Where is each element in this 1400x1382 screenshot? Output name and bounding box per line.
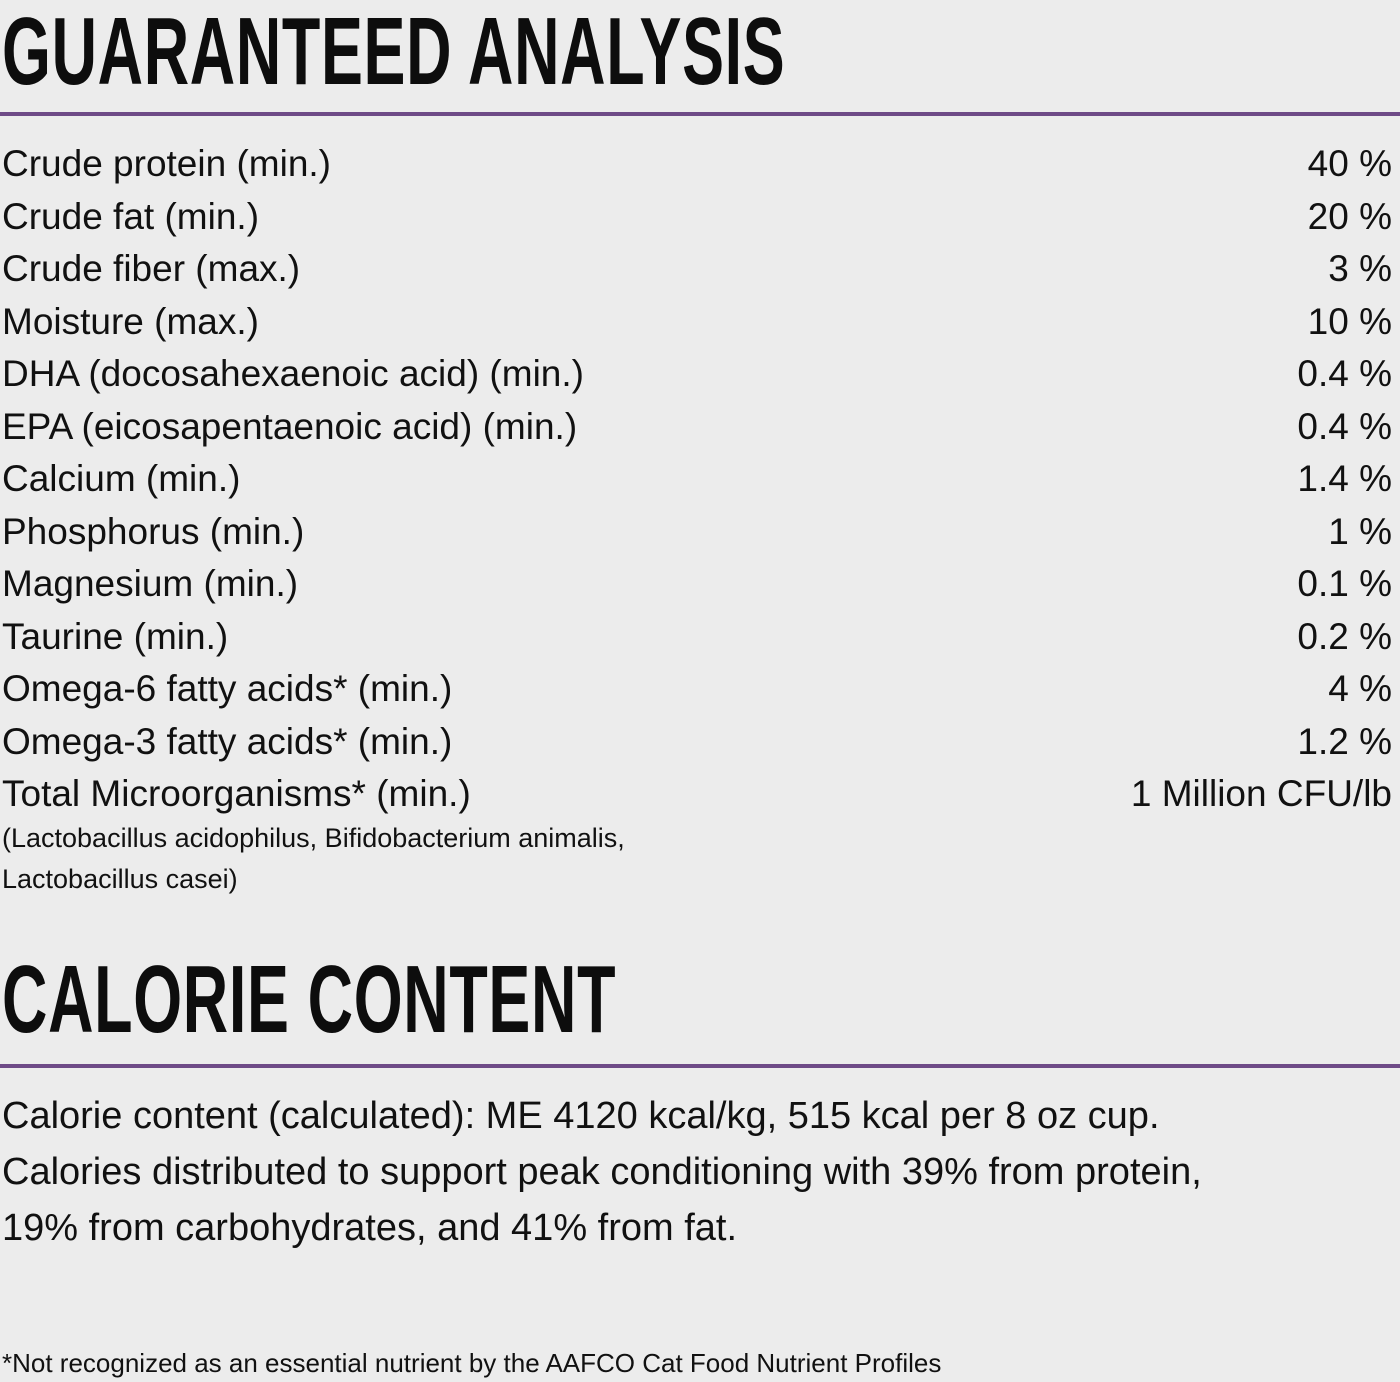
analysis-row [0, 663, 1392, 716]
analysis-row [0, 716, 1392, 769]
analysis-row [0, 506, 1392, 559]
nutrient-label: Crude fiber (max.) [2, 248, 301, 289]
analysis-row [0, 191, 1392, 244]
nutrient-value: 0.4 % [1297, 405, 1392, 447]
nutrient-label: Crude protein (min.) [2, 143, 332, 184]
nutrient-label: EPA (eicosapentaenoic acid) (min.) [2, 405, 578, 447]
analysis-row [0, 401, 1392, 454]
nutrient-label: Omega-6 fatty acids* (min.) [2, 668, 453, 709]
section-divider [0, 1064, 1400, 1068]
calorie-content-heading: CALORIE CONTENT [2, 946, 617, 1053]
calorie-content-text [2, 1088, 1398, 1256]
nutrient-value: 3 % [1328, 248, 1392, 289]
nutrient-value: 0.1 % [1297, 563, 1392, 604]
analysis-row [0, 768, 1392, 821]
nutrient-value: 1 Million CFU/lb [1130, 773, 1392, 814]
analysis-row [0, 558, 1392, 611]
nutrient-value: 1.2 % [1297, 720, 1392, 762]
calorie-text-line: Calories distributed to support peak conditioning with 39% from protein, [2, 1151, 1202, 1193]
calorie-text-line: 19% from carbohydrates, and 41% from fat. [2, 1207, 738, 1249]
microorganisms-note-line: Lactobacillus casei) [2, 864, 238, 894]
nutrient-value: 4 % [1328, 668, 1392, 709]
nutrient-value: 0.4 % [1297, 353, 1392, 394]
nutrient-value: 20 % [1307, 195, 1392, 237]
nutrient-value: 1 % [1328, 510, 1392, 552]
nutrient-value: 0.2 % [1297, 615, 1392, 657]
nutrient-label: Phosphorus (min.) [2, 510, 305, 552]
nutrient-label: Moisture (max.) [2, 300, 259, 342]
nutrient-label: Omega-3 fatty acids* (min.) [2, 720, 453, 762]
nutrient-label: Crude fat (min.) [2, 195, 260, 237]
analysis-row [0, 348, 1392, 401]
analysis-row [0, 453, 1392, 506]
nutrient-label: DHA (docosahexaenoic acid) (min.) [2, 353, 584, 394]
nutrient-label: Calcium (min.) [2, 458, 241, 499]
calorie-text-line: Calorie content (calculated): ME 4120 kcal/kg, 515 kcal per 8 oz cup. [2, 1095, 1160, 1137]
nutrient-value: 40 % [1307, 143, 1392, 184]
nutrient-value: 10 % [1307, 300, 1392, 342]
section-divider [0, 112, 1400, 116]
microorganisms-note [2, 818, 762, 900]
nutrient-value: 1.4 % [1297, 458, 1392, 499]
analysis-row [0, 243, 1392, 296]
footnote: *Not recognized as an essential nutrient by the AAFCO Cat Food Nutrient Profiles [2, 1348, 942, 1378]
nutrient-label: Magnesium (min.) [2, 563, 299, 604]
analysis-row [0, 611, 1392, 664]
analysis-row [0, 138, 1392, 191]
analysis-row [0, 296, 1392, 349]
guaranteed-analysis-heading: GUARANTEED ANALYSIS [2, 0, 786, 105]
microorganisms-note-line: (Lactobacillus acidophilus, Bifidobacterium animalis, [2, 823, 625, 853]
nutrient-label: Total Microorganisms* (min.) [2, 773, 471, 814]
analysis-table [0, 138, 1392, 821]
nutrient-label: Taurine (min.) [2, 615, 229, 657]
